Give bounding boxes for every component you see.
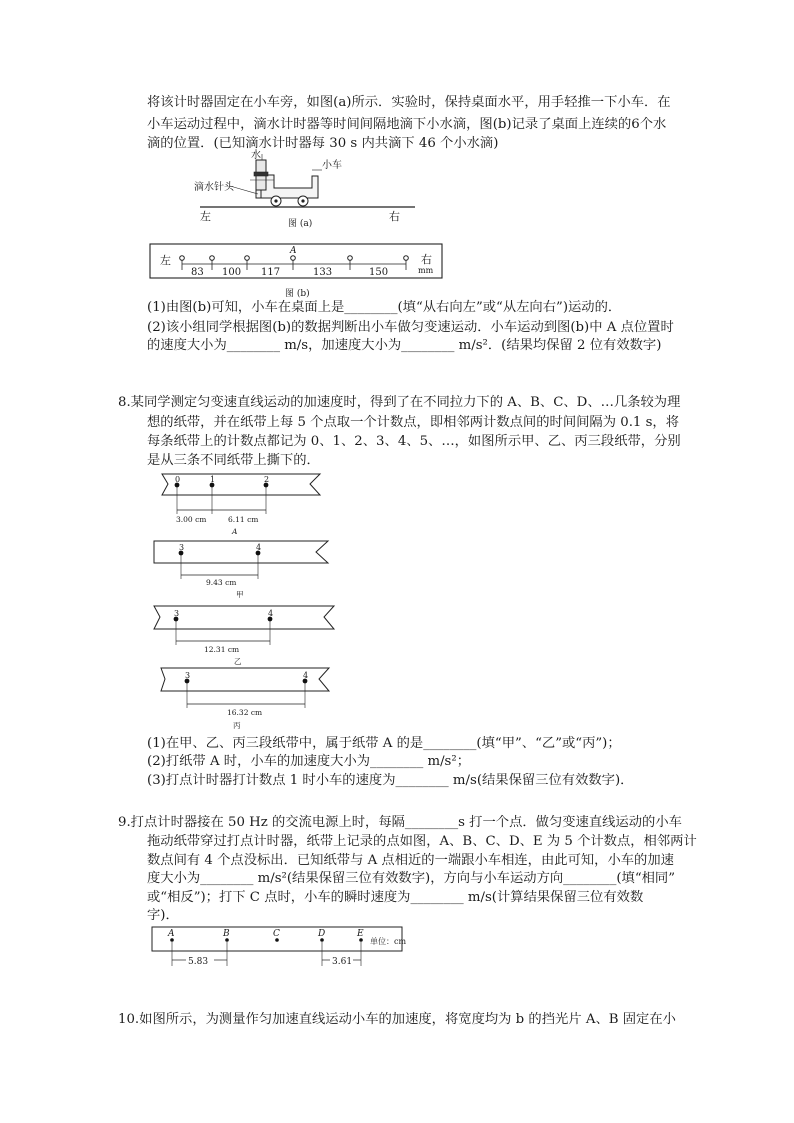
fig-b-unit: mm — [418, 266, 434, 275]
figure-q9 — [150, 924, 410, 970]
q8-part-1: (1)在甲、乙、丙三段纸带中，属于纸带 A 的是________(填“甲”、“乙”或“丙”)； — [147, 736, 621, 751]
q8-line-4: 是从三条不同纸带上撕下的． — [147, 453, 320, 468]
tape-distance: 16.32 cm — [227, 708, 263, 717]
tape-label: 1 — [210, 475, 216, 484]
q9-line-6: 字)． — [147, 908, 179, 923]
intro-line-2: 小车运动过程中，滴水计时器等时间间隔地滴下小水滴，图(b)记录了桌面上连续的6个水 — [147, 117, 667, 132]
point-label: E — [357, 929, 364, 939]
gap-label: 133 — [313, 267, 333, 278]
q9-line-4: 度大小为________ m/s²(结果保留三位有效数字)，方向与小车运动方向________(填“相同” — [147, 871, 676, 886]
tape-label: 4 — [268, 609, 274, 618]
tape-distance: 3.00 cm — [176, 515, 207, 524]
tape-name: 乙 — [234, 657, 242, 666]
fig-b-caption: 图 (b) — [285, 289, 310, 299]
label-left: 左 — [200, 210, 211, 223]
q8-line-2: 想的纸带，并在纸带上每 5 个点取一个计数点，即相邻两计数点间的时间间隔为 0.1 s，将 — [147, 415, 680, 430]
tape-jia — [150, 535, 330, 603]
tape-distance: 12.31 cm — [204, 645, 240, 654]
figure-a — [190, 148, 430, 228]
q9-line-2: 拖动纸带穿过打点计时器，纸带上记录的点如图，A、B、C、D、E 为 5 个计数点，相邻两计 — [147, 834, 697, 849]
q8-line-3: 每条纸带上的计数点都记为 0、1、2、3、4、5、…，如图所示甲、乙、丙三段纸带，分别 — [147, 434, 681, 449]
tape-label: 2 — [264, 475, 270, 484]
fig-a-caption: 图 (a) — [288, 219, 313, 228]
q7-part-3: 的速度大小为________ m/s，加速度大小为________ m/s²．(结果均保留 2 位有效数字) — [147, 338, 662, 353]
point-label: D — [318, 929, 326, 939]
fig-q9-unit: 单位：cm — [370, 937, 407, 946]
fig-b-right: 右 — [421, 253, 432, 266]
tape-label: 4 — [256, 543, 262, 552]
point-label: B — [223, 929, 230, 939]
tape-distance: 9.43 cm — [206, 578, 237, 587]
q8-line-1: 8.某同学测定匀变速直线运动的加速度时，得到了在不同拉力下的 A、B、C、D、…几条较为理 — [118, 395, 681, 410]
q7-part-1: (1)由图(b)可知，小车在桌面上是________(填“从右向左”或“从左向右”)运动的． — [147, 300, 622, 315]
tape-label: 3 — [185, 671, 191, 680]
q9-line-3: 数点间有 4 个点没标出．已知纸带与 A 点相近的一端跟小车相连，由此可知，小车的加速 — [147, 853, 674, 868]
tape-label: 4 — [303, 671, 309, 680]
label-nozzle: 滴水针头 — [194, 182, 234, 193]
point-label: C — [273, 929, 280, 939]
intro-line-3: 滴的位置．(已知滴水计时器每 30 s 内共滴下 46 个小水滴) — [147, 136, 499, 151]
tape-yi — [148, 600, 338, 670]
gap-label: 117 — [261, 267, 281, 278]
q8-part-3: (3)打点计时器打计数点 1 时小车的速度为________ m/s(结果保留三位有效数字)． — [147, 773, 634, 788]
label-water: 水 — [251, 150, 261, 161]
figure-b — [148, 240, 446, 302]
fig-b-left: 左 — [160, 254, 171, 267]
tape-label: 3 — [179, 543, 185, 552]
fig-b-point-a: A — [290, 246, 297, 256]
distance-label: 5.83 — [188, 957, 209, 967]
q7-part-2: (2)该小组同学根据图(b)的数据判断出小车做匀变速运动．小车运动到图(b)中 A 点位置时 — [147, 320, 674, 335]
point-label: A — [168, 929, 175, 939]
tape-name: 甲 — [236, 590, 244, 599]
distance-label: 3.61 — [332, 957, 353, 967]
q8-part-2: (2)打纸带 A 时，小车的加速度大小为________ m/s²； — [147, 754, 471, 769]
label-right: 右 — [389, 210, 400, 223]
tape-name: 丙 — [233, 721, 241, 730]
q9-line-1: 9.打点计时器接在 50 Hz 的交流电源上时，每隔________s 打一个点．做匀变速直线运动的小车 — [118, 815, 682, 830]
q9-line-5: 或“相反”)；打下 C 点时，小车的瞬时速度为________ m/s(计算结果保留三位有效数 — [147, 890, 644, 905]
q10-line-1: 10.如图所示，为测量作匀加速直线运动小车的加速度，将宽度均为 b 的挡光片 A、B 固定在小 — [118, 1012, 676, 1027]
tape-distance: 6.11 cm — [228, 515, 259, 524]
gap-label: 100 — [222, 267, 242, 278]
tape-name: A — [232, 527, 238, 536]
intro-line-1: 将该计时器固定在小车旁，如图(a)所示．实验时，保持桌面水平，用手轻推一下小车．在 — [147, 95, 671, 110]
gap-label: 83 — [191, 267, 204, 278]
tape-a — [150, 470, 330, 538]
tape-label: 3 — [174, 609, 180, 618]
label-cart: 小车 — [322, 160, 342, 171]
tape-label: 0 — [175, 475, 181, 484]
tape-bing — [155, 662, 335, 734]
gap-label: 150 — [369, 267, 389, 278]
